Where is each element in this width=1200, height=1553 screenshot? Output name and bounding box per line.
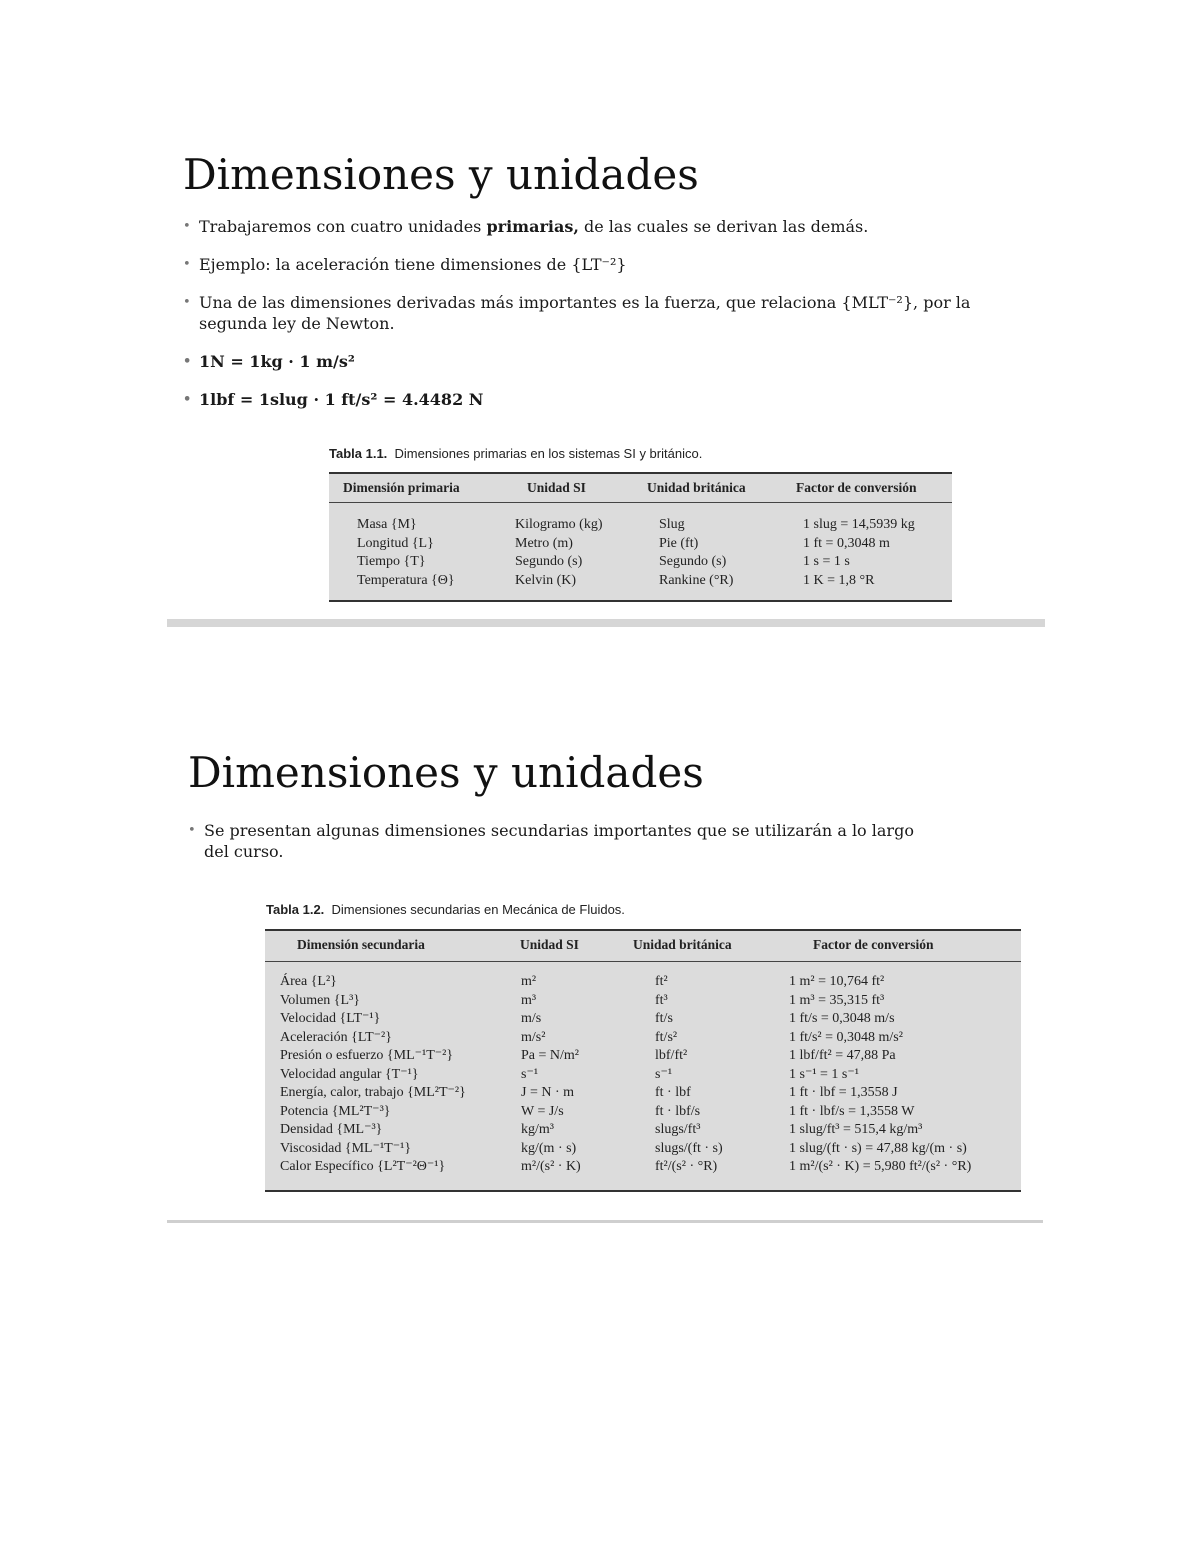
table-row-cell: slugs/(ft · s) xyxy=(655,1140,723,1156)
bullet-secondary-line1: Se presentan algunas dimensiones secundarias importantes que se utilizarán a lo largo xyxy=(204,821,914,840)
table-1-header-british: Unidad británica xyxy=(647,480,746,495)
table-1-col-dimension xyxy=(357,516,455,590)
table-row-cell: Temperatura {Θ} xyxy=(357,572,455,588)
table-row-cell: ft² xyxy=(655,974,668,989)
table-row-cell: m/s xyxy=(521,1011,542,1026)
table-row-cell: Tiempo {T} xyxy=(357,554,426,569)
table-row-cell: m²/(s² · K) xyxy=(521,1159,581,1174)
table-row-cell: Pa = N/m² xyxy=(521,1048,579,1063)
table-row-cell: 1 s = 1 s xyxy=(803,554,850,569)
bullet-example-acceleration: • Ejemplo: la aceleración tiene dimensiones de {LT⁻²} xyxy=(183,254,1043,275)
table-1-col-british xyxy=(659,516,733,590)
table-row-cell: Potencia {ML²T⁻³} xyxy=(280,1103,391,1119)
table-row-cell: Densidad {ML⁻³} xyxy=(280,1122,383,1137)
table-2-header-british: Unidad británica xyxy=(633,937,732,952)
table-1-header-si: Unidad SI xyxy=(527,480,586,495)
table-row-cell: 1 K = 1,8 °R xyxy=(803,572,875,588)
table-1-col-conversion xyxy=(803,516,915,590)
table-row-cell: 1 slug/(ft · s) = 47,88 kg/(m · s) xyxy=(789,1140,967,1156)
table-row-cell: kg/m³ xyxy=(521,1122,554,1137)
bullet-newton: • 1N = 1kg · 1 m/s² xyxy=(183,351,1043,372)
table-1-caption-text: Dimensiones primarias en los sistemas SI y británico. xyxy=(394,446,703,461)
table-row-cell: ft · lbf/s xyxy=(655,1103,701,1119)
table-row-cell: 1 ft = 0,3048 m xyxy=(803,535,890,551)
table-2-caption-text: Dimensiones secundarias en Mecánica de Fluidos. xyxy=(331,902,625,917)
table-2-col-dimension xyxy=(280,973,466,1177)
table-2-header xyxy=(265,931,1021,962)
table-row-cell: lbf/ft² xyxy=(655,1048,688,1063)
table-row-cell: Velocidad {LT⁻¹} xyxy=(280,1011,381,1026)
table-1 xyxy=(329,472,952,602)
table-row-cell: 1 m² = 10,764 ft² xyxy=(789,974,885,989)
table-row-cell: J = N · m xyxy=(521,1085,575,1100)
table-1-header-conversion: Factor de conversión xyxy=(796,480,917,495)
table-2 xyxy=(265,929,1021,1192)
table-row-cell: Presión o esfuerzo {ML⁻¹T⁻²} xyxy=(280,1048,454,1063)
slide-divider xyxy=(167,619,1045,627)
bullet-force-line1: Una de las dimensiones derivadas más importantes es la fuerza, que relaciona {MLT⁻²}, por la xyxy=(199,293,971,312)
bullet-secondary-line2: del curso. xyxy=(204,842,284,861)
table-row-cell: 1 m²/(s² · K) = 5,980 ft²/(s² · °R) xyxy=(789,1159,972,1174)
table-row-cell: 1 m³ = 35,315 ft³ xyxy=(789,992,885,1008)
table-1-caption xyxy=(329,446,702,461)
slide-1-title: Dimensiones y unidades xyxy=(183,150,699,199)
bullet-primary-units: • Trabajaremos con cuatro unidades primarias, de las cuales se derivan las demás. xyxy=(183,216,1043,237)
table-row-cell: Kelvin (K) xyxy=(515,572,577,588)
table-2-header-si: Unidad SI xyxy=(520,937,579,952)
table-row-cell: 1 ft · lbf = 1,3558 J xyxy=(789,1085,898,1100)
table-row-cell: ft/s xyxy=(655,1011,673,1026)
table-row-cell: 1 slug = 14,5939 kg xyxy=(803,517,915,532)
slide-2-title: Dimensiones y unidades xyxy=(188,748,704,797)
table-row-cell: Calor Específico {L²T⁻²Θ⁻¹} xyxy=(280,1159,446,1174)
table-row-cell: Pie (ft) xyxy=(659,535,699,551)
table-row-cell: 1 ft/s = 0,3048 m/s xyxy=(789,1011,895,1026)
table-row-cell: Rankine (°R) xyxy=(659,572,734,588)
table-row-cell: s⁻¹ xyxy=(655,1066,673,1082)
table-1-caption-label: Tabla 1.1. xyxy=(329,446,388,461)
table-row-cell: Masa {M} xyxy=(357,517,417,532)
table-1-header xyxy=(329,474,952,503)
table-row-cell: Segundo (s) xyxy=(659,554,727,569)
table-row-cell: 1 s⁻¹ = 1 s⁻¹ xyxy=(789,1066,859,1082)
table-2-col-conversion xyxy=(789,973,971,1177)
bullet-lbf: • 1lbf = 1slug · 1 ft/s² = 4.4482 N xyxy=(183,389,1043,410)
table-row-cell: Área {L²} xyxy=(280,974,337,989)
table-row-cell: Segundo (s) xyxy=(515,554,583,569)
slide-1-bullets xyxy=(183,216,1043,410)
table-row-cell: slugs/ft³ xyxy=(655,1122,701,1137)
table-row-cell: m/s² xyxy=(521,1029,546,1045)
table-row-cell: s⁻¹ xyxy=(521,1066,539,1082)
bullet-force-line2: segunda ley de Newton. xyxy=(199,314,395,333)
table-1-col-si xyxy=(515,516,602,590)
slide-2-bullets xyxy=(188,820,988,862)
table-row-cell: 1 ft/s² = 0,3048 m/s² xyxy=(789,1029,903,1045)
table-row-cell: W = J/s xyxy=(521,1103,564,1119)
table-row-cell: Aceleración {LT⁻²} xyxy=(280,1029,392,1045)
table-2-header-conversion: Factor de conversión xyxy=(813,937,934,952)
table-row-cell: Longitud {L} xyxy=(357,535,434,551)
table-1-header-dimension: Dimensión primaria xyxy=(343,480,460,495)
table-row-cell: ft · lbf xyxy=(655,1085,691,1100)
table-row-cell: Slug xyxy=(659,517,685,532)
bullet-force xyxy=(183,292,1043,334)
bold-primarias: primarias, xyxy=(486,217,579,236)
table-row-cell: Velocidad angular {T⁻¹} xyxy=(280,1066,419,1082)
table-2-caption xyxy=(266,902,625,917)
table-row-cell: 1 slug/ft³ = 515,4 kg/m³ xyxy=(789,1122,923,1137)
table-row-cell: Energía, calor, trabajo {ML²T⁻²} xyxy=(280,1085,466,1100)
table-row-cell: 1 ft · lbf/s = 1,3558 W xyxy=(789,1103,915,1119)
table-row-cell: m² xyxy=(521,974,537,989)
table-row-cell: m³ xyxy=(521,992,537,1008)
slide-divider-bottom xyxy=(167,1220,1043,1223)
table-row-cell: ft²/(s² · °R) xyxy=(655,1159,718,1174)
table-row-cell: Metro (m) xyxy=(515,535,573,551)
table-row-cell: Viscosidad {ML⁻¹T⁻¹} xyxy=(280,1140,412,1156)
table-2-col-british xyxy=(655,973,723,1177)
table-row-cell: Volumen {L³} xyxy=(280,992,360,1008)
table-row-cell: ft³ xyxy=(655,992,668,1008)
table-2-header-dimension: Dimensión secundaria xyxy=(297,937,425,952)
table-row-cell: 1 lbf/ft² = 47,88 Pa xyxy=(789,1048,896,1063)
table-row-cell: Kilogramo (kg) xyxy=(515,517,603,532)
table-row-cell: kg/(m · s) xyxy=(521,1140,577,1156)
bullet-secondary-dimensions xyxy=(188,820,988,862)
table-row-cell: ft/s² xyxy=(655,1029,678,1045)
table-2-col-si xyxy=(521,973,581,1177)
table-2-caption-label: Tabla 1.2. xyxy=(266,902,325,917)
